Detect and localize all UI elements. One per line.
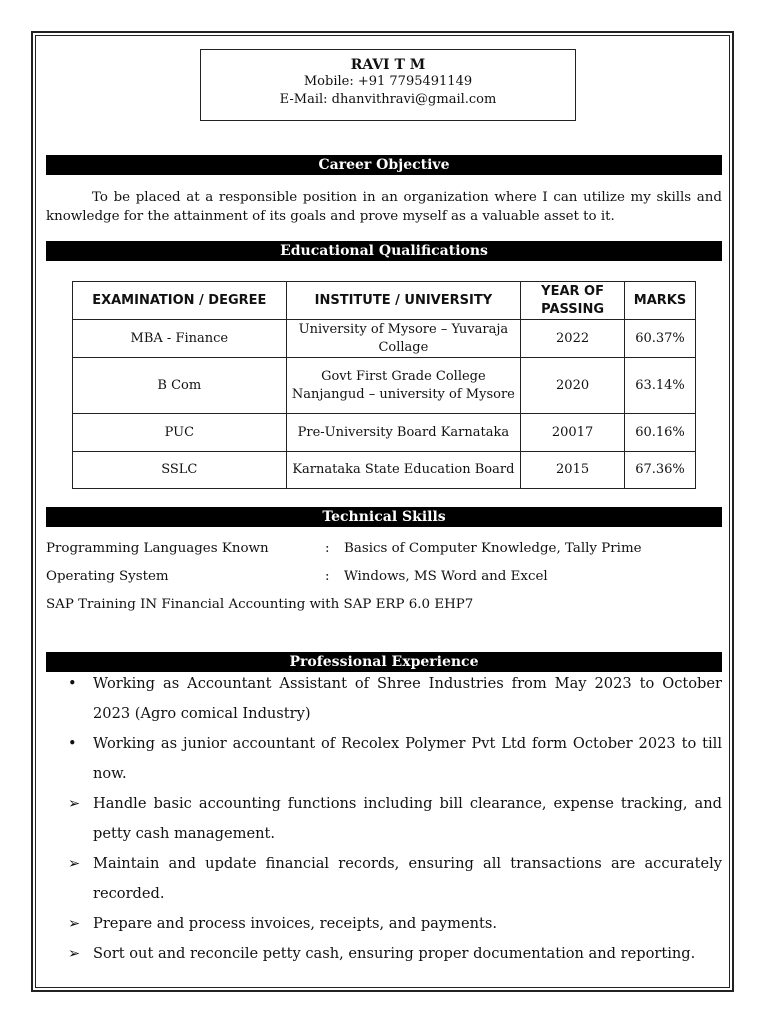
bullet-icon: • xyxy=(68,735,77,752)
skill-label: Programming Languages Known xyxy=(46,541,269,556)
email-address: E-Mail: dhanvithravi@gmail.com xyxy=(279,92,497,107)
skill-value: Windows, MS Word and Excel xyxy=(344,569,548,584)
arrow-bullet-icon: ➢ xyxy=(68,915,81,932)
skill-value: Basics of Computer Knowledge, Tally Prime xyxy=(344,541,642,556)
arrow-bullet-icon: ➢ xyxy=(68,795,81,812)
cell-year: 2015 xyxy=(521,452,625,489)
experience-text: Prepare and process invoices, receipts, and payments. xyxy=(93,915,497,932)
list-item xyxy=(46,939,722,969)
table-row xyxy=(73,358,696,414)
cell-exam: MBA - Finance xyxy=(73,320,287,358)
list-item xyxy=(46,729,722,789)
bullet-icon: • xyxy=(68,675,77,692)
cell-year: 20017 xyxy=(521,414,625,452)
candidate-name: RAVI T M xyxy=(350,57,426,73)
cell-marks: 60.16% xyxy=(625,414,696,452)
cell-marks: 60.37% xyxy=(625,320,696,358)
experience-text: Working as Accountant Assistant of Shree Industries from May 2023 to October 2023 (Agro comical Industry) xyxy=(93,675,722,722)
experience-text: Maintain and update financial records, ensuring all transactions are accurately recorded. xyxy=(93,855,722,902)
list-item xyxy=(46,849,722,909)
education-heading: Educational Qualifications xyxy=(46,241,722,261)
experience-text: Working as junior accountant of Recolex Polymer Pvt Ltd form October 2023 to till now. xyxy=(93,735,722,782)
mobile-number: Mobile: +91 7795491149 xyxy=(303,74,473,89)
education-header-row xyxy=(73,282,696,320)
career-objective-body: To be placed at a responsible position in an organization where I can utilize my skills and knowledge for the attainment of its goals and prove myself as a valuable asset to it. xyxy=(46,190,722,224)
list-item xyxy=(46,909,722,939)
experience-text: Sort out and reconcile petty cash, ensuring proper documentation and reporting. xyxy=(93,945,696,962)
list-item xyxy=(46,669,722,729)
experience-list xyxy=(46,669,722,969)
col-header-marks: MARKS xyxy=(625,282,696,320)
cell-year: 2022 xyxy=(521,320,625,358)
career-objective-heading: Career Objective xyxy=(46,155,722,175)
cell-marks: 67.36% xyxy=(625,452,696,489)
list-item xyxy=(46,789,722,849)
experience-text: Handle basic accounting functions including bill clearance, expense tracking, and petty cash management. xyxy=(93,795,722,842)
skill-separator: : xyxy=(325,569,330,584)
education-table xyxy=(72,281,696,489)
table-row xyxy=(73,414,696,452)
cell-exam: B Com xyxy=(73,358,287,414)
cell-institute: University of Mysore – Yuvaraja Collage xyxy=(286,320,521,358)
career-objective-text xyxy=(46,188,722,226)
professional-experience-heading: Professional Experience xyxy=(46,652,722,672)
sap-training-line: SAP Training IN Financial Accounting with SAP ERP 6.0 EHP7 xyxy=(46,597,474,612)
header-box xyxy=(200,49,576,121)
cell-exam: SSLC xyxy=(73,452,287,489)
skill-separator: : xyxy=(325,541,330,556)
arrow-bullet-icon: ➢ xyxy=(68,855,81,872)
col-header-institute: INSTITUTE / UNIVERSITY xyxy=(286,282,521,320)
technical-skills-heading: Technical Skills xyxy=(46,507,722,527)
cell-marks: 63.14% xyxy=(625,358,696,414)
col-header-exam: EXAMINATION / DEGREE xyxy=(73,282,287,320)
arrow-bullet-icon: ➢ xyxy=(68,945,81,962)
table-row xyxy=(73,452,696,489)
table-row xyxy=(73,320,696,358)
cell-exam: PUC xyxy=(73,414,287,452)
col-header-year: YEAR OF PASSING xyxy=(521,282,625,320)
cell-institute: Karnataka State Education Board xyxy=(286,452,521,489)
cell-institute: Pre-University Board Karnataka xyxy=(286,414,521,452)
cell-institute: Govt First Grade College Nanjangud – university of Mysore xyxy=(286,358,521,414)
skill-label: Operating System xyxy=(46,569,169,584)
cell-year: 2020 xyxy=(521,358,625,414)
